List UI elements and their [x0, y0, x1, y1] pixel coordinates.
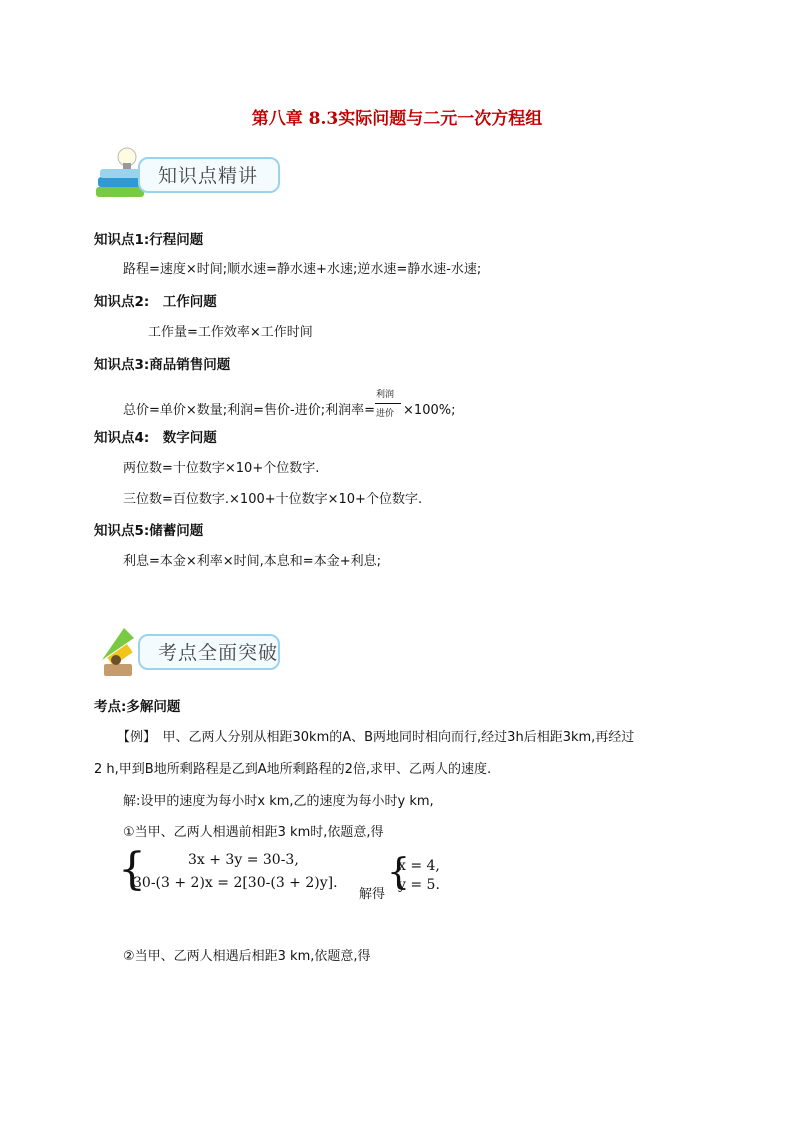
fraction-denominator: 进价: [376, 408, 395, 419]
kp5-text: 利息=本金×利率×时间,本息和=本金+利息;: [123, 554, 381, 569]
equation-1: 3x + 3y = 30-3,: [188, 852, 299, 868]
case1-text: ①当甲、乙两人相遇前相距3 km时,依题意,得: [123, 825, 384, 840]
kp5-heading: 知识点5:储蓄问题: [94, 523, 204, 539]
example-line1: 【例】 甲、乙两人分别从相距30km的A、B两地同时相向而行,经过3h后相距3km,再经过: [117, 730, 635, 745]
example-line2: 2 h,甲到B地所剩路程是乙到A地所剩路程的2倍,求甲、乙两人的速度.: [94, 762, 492, 777]
kp1-text: 路程=速度×时间;顺水速=静水速+水速;逆水速=静水速-水速;: [123, 262, 482, 277]
kp3-heading: 知识点3:商品销售问题: [94, 357, 231, 373]
solve-word: 解得: [359, 887, 386, 902]
kp2-text: 工作量=工作效率×工作时间: [148, 325, 313, 340]
kp3-line: [123, 389, 456, 421]
solution-intro: 解:设甲的速度为每小时x km,乙的速度为每小时y km,: [123, 794, 434, 809]
profit-rate-fraction: [375, 389, 403, 421]
solution-brace: {: [387, 852, 410, 893]
kp2-heading: 知识点2: 工作问题: [94, 294, 217, 310]
fraction-numerator: 利润: [376, 389, 395, 400]
kp1-heading: 知识点1:行程问题: [94, 232, 204, 248]
exam-heading: 考点:多解问题: [94, 699, 181, 715]
banner-exam: [94, 620, 280, 672]
system-brace: {: [118, 844, 146, 895]
solution-y: y = 5.: [398, 877, 440, 893]
kp3-suffix: ×100%;: [403, 403, 456, 418]
banner-knowledge-label: 知识点精讲: [158, 165, 259, 187]
solution-x: x = 4,: [398, 858, 440, 874]
equation-2: 30-(3 + 2)x = 2[30-(3 + 2)y].: [133, 875, 338, 891]
kp3-text: 总价=单价×数量;利润=售价-进价;利润率=: [123, 403, 376, 418]
case2-text: ②当甲、乙两人相遇后相距3 km,依题意,得: [123, 949, 371, 964]
kp4-line1: 两位数=十位数字×10+个位数字.: [123, 461, 320, 476]
banner-knowledge: [94, 143, 280, 195]
kp4-line2: 三位数=百位数字.×100+十位数字×10+个位数字.: [123, 492, 423, 507]
banner-exam-label: 考点全面突破: [158, 642, 279, 664]
kp4-heading: 知识点4: 数字问题: [94, 430, 217, 446]
page-title: 第八章 8.3实际问题与二元一次方程组: [251, 109, 543, 129]
